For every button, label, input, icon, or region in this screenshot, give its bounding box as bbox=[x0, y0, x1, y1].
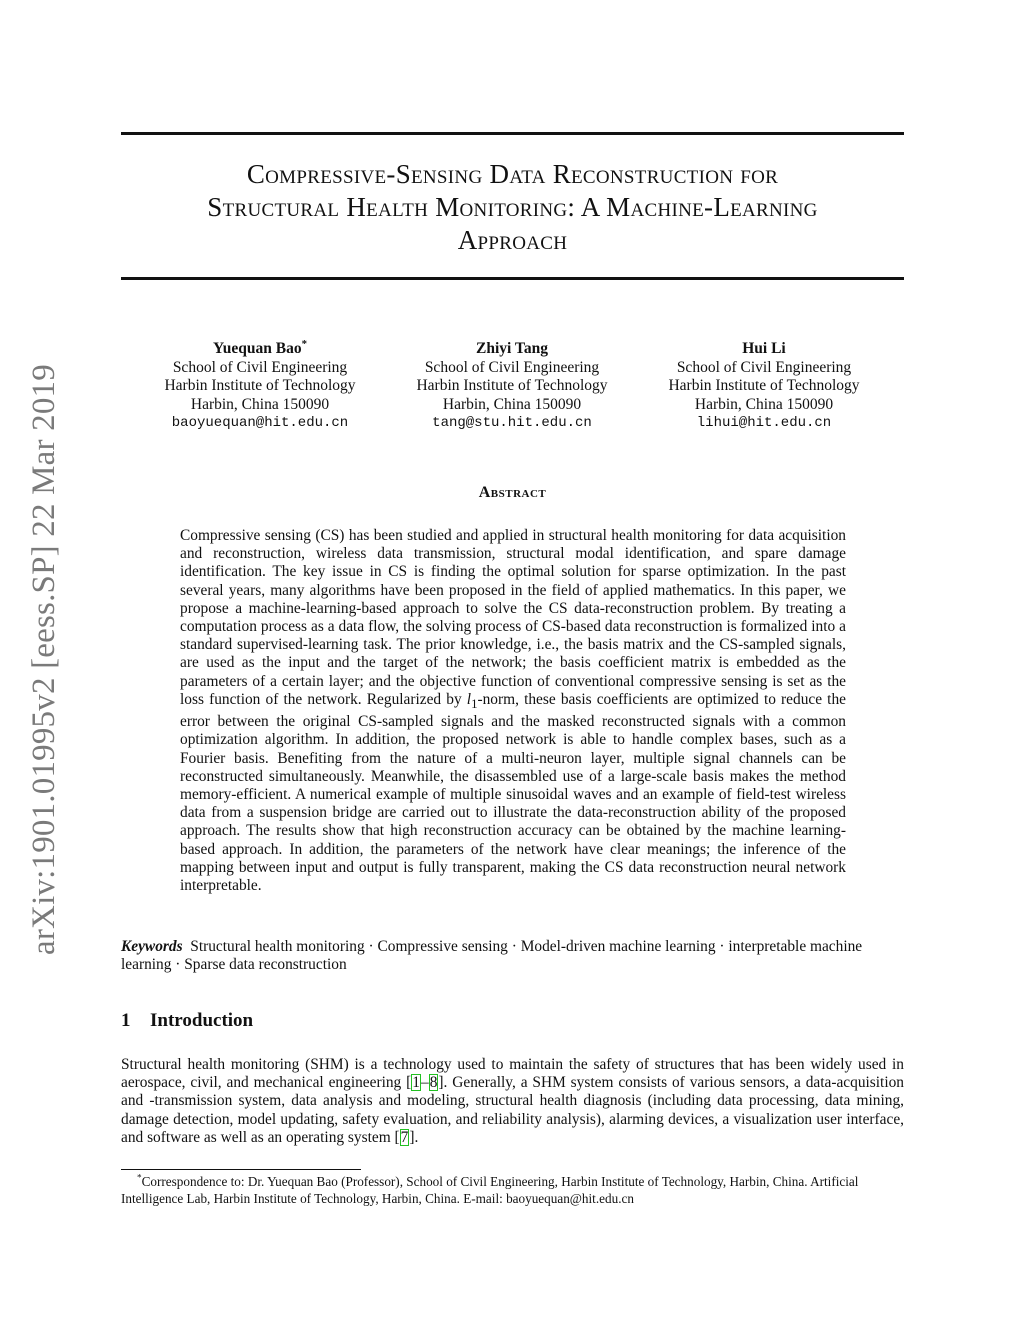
section-number: 1 bbox=[121, 1010, 131, 1031]
author-block bbox=[134, 337, 386, 433]
title-bottom-rule bbox=[121, 277, 904, 280]
paper-title bbox=[121, 158, 904, 257]
citation-link-8[interactable]: 8 bbox=[429, 1074, 438, 1092]
abstract-text: Compressive sensing (CS) has been studied and applied in structural health monitoring for data acquisition and reconstruction, wireless data transmission, structural modal identification, and spare damage identification. The key issue in CS is finding the optimal solution for sparse optimization. In the past several years, many algorithms have been proposed in the field of applied mathematics. In this paper, we propose a machine-learning-based approach to solve the CS data-reconstruction problem. By treating a computation process as a data flow, the solving process of CS-based data reconstruction is formalized into a standard supervised-learning task. The prior knowledge, i.e., the basis matrix and the CS-sampled signals, are used as the input and the target of the network; the basis coefficient matrix is embedded as the parameters of a certain layer; and the objective function of conventional compressive sensing is set as the loss function of the network. Regularized by $l_1$-norm, these basis coefficients are optimized to reduce the error between the original CS-sampled signals and the masked reconstructed signals with a common optimization algorithm. In addition, the proposed network is able to handle complex bases, such as a Fourier basis. Benefiting from the nature of a multi-neuron layer, multiple signal channels can be reconstructed simultaneously. Meanwhile, the disassembled use of a large-scale basis makes the method memory-efficient. A numerical example of multiple sinusoidal waves and an example of field-test wireless data from a suspension bridge are carried out to illustrate the data-reconstruction ability of the proposed approach. The results show that high reconstruction accuracy can be obtained by the machine learning-based approach. In addition, the parameters of the network have clear meanings; the inference of the mapping between input and output is fully transparent, making the CS data reconstruction neural network interpretable. bbox=[180, 527, 846, 894]
author-block bbox=[638, 340, 890, 433]
citation-link-7[interactable]: 7 bbox=[400, 1128, 409, 1146]
author-city: Harbin, China 150090 bbox=[190, 395, 330, 413]
keywords bbox=[121, 938, 904, 974]
title-line-1: Compressive-Sensing Data Reconstruction for bbox=[246, 159, 779, 189]
author-institution: Harbin Institute of Technology bbox=[164, 377, 356, 395]
author-name: Zhiyi Tang bbox=[476, 340, 548, 357]
author-department: School of Civil Engineering bbox=[424, 358, 600, 376]
keywords-text: Structural health monitoring · Compressive sensing · Model-driven machine learning · interpretable machine learning · Sparse data reconstruction bbox=[121, 938, 863, 974]
author-institution: Harbin Institute of Technology bbox=[668, 377, 860, 395]
author-department: School of Civil Engineering bbox=[676, 358, 852, 376]
author-institution: Harbin Institute of Technology bbox=[416, 377, 608, 395]
author-name: Yuequan Bao* bbox=[212, 337, 308, 357]
arxiv-identifier: arXiv:1901.01995v2 [eess.SP] 22 Mar 2019 bbox=[26, 364, 62, 955]
introduction-paragraph: Structural health monitoring (SHM) is a technology used to maintain the safety of structures that has been widely used in aerospace, civil, and mechanical engineering [1–8]. Generally, a SHM system consists of various sensors, a data-acquisition and -transmission system, data analysis and modeling, structural health diagnosis (including data processing, data mining, damage detection, model updating, safety evaluation, and reliability analysis), alarming devices, a visualization user interface, and software as well as an operating system [7]. bbox=[121, 1056, 904, 1146]
l1-norm-subscript: 1 bbox=[471, 696, 478, 711]
author-city: Harbin, China 150090 bbox=[694, 395, 834, 413]
author-email[interactable]: baoyuequan@hit.edu.cn bbox=[171, 415, 349, 432]
citation-link-1[interactable]: 1 bbox=[412, 1074, 420, 1092]
section-title: Introduction bbox=[150, 1010, 254, 1031]
title-top-rule bbox=[121, 132, 904, 135]
footnote-text: Correspondence to: Dr. Yuequan Bao (Professor), School of Civil Engineering, Harbin Institute of Technology, Harbin, China. Artificial Intelligence Lab, Harbin Institute of Technology, Harbin, China. E-mail: baoyuequan@hit.edu.cn bbox=[121, 1174, 859, 1206]
l1-norm-symbol: l bbox=[466, 690, 472, 708]
footnote-separator bbox=[121, 1169, 361, 1170]
author-email[interactable]: tang@stu.hit.edu.cn bbox=[432, 415, 592, 432]
title-line-3: Approach bbox=[457, 225, 568, 255]
author-email[interactable]: lihui@hit.edu.cn bbox=[696, 415, 832, 432]
title-line-2: Structural Health Monitoring: A Machine-Learning bbox=[207, 192, 818, 222]
footnote bbox=[121, 1174, 904, 1207]
abstract-heading: Abstract bbox=[478, 484, 547, 501]
author-footnote-mark[interactable]: * bbox=[301, 337, 308, 350]
footnote-mark: * bbox=[137, 1172, 142, 1183]
keywords-label: Keywords bbox=[121, 938, 183, 955]
author-city: Harbin, China 150090 bbox=[442, 395, 582, 413]
author-block bbox=[386, 340, 638, 433]
section-heading-introduction bbox=[121, 1010, 253, 1032]
author-name: Hui Li bbox=[742, 340, 786, 357]
author-department: School of Civil Engineering bbox=[172, 358, 348, 376]
